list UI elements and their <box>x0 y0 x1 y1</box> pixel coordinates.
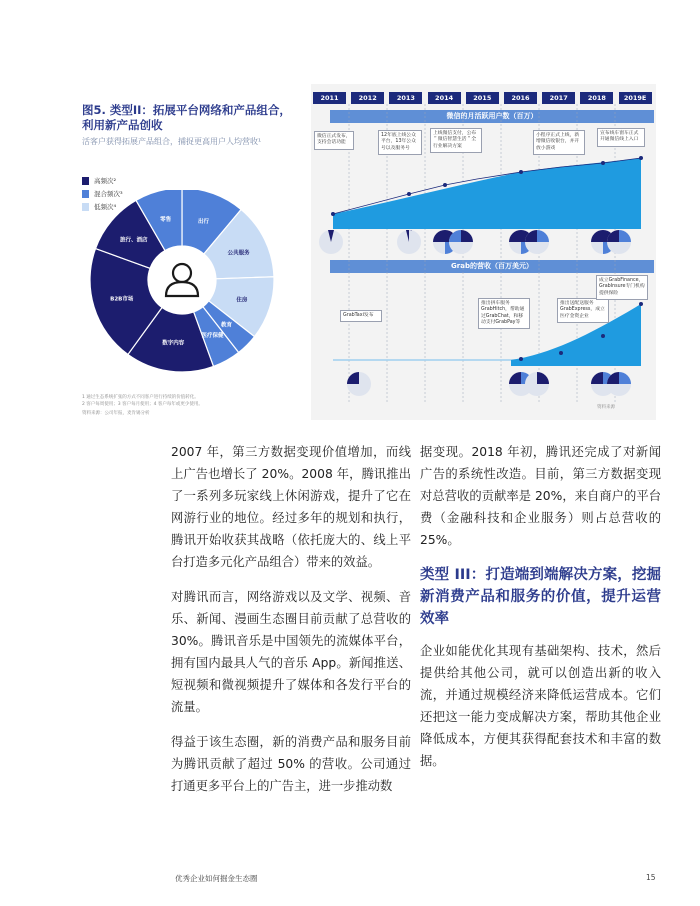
mini-pie <box>347 372 371 396</box>
page-number: 15 <box>646 873 656 882</box>
donut-segment-label: 住房 <box>236 297 248 304</box>
timeline-year-2019E: 2019E <box>619 92 652 104</box>
figure-source: 资料来源：公司年报，麦肯锡分析 <box>82 411 150 416</box>
section-heading: 类型 III：打造端到端解决方案，挖掘新消费产品和服务的价值，提升运营效率 <box>420 567 661 627</box>
donut-segment-label: 出行 <box>198 218 210 225</box>
timeline-year-2014: 2014 <box>428 92 461 104</box>
body-paragraph: 对腾讯而言，网络游戏以及文学、视频、音乐、新闻、漫画生态圈目前贡献了总营收的 30%。腾讯音乐是中国领先的流媒体平台，拥有国内最具人气的音乐 App。新闻推送、短视频和微视频提升了媒体和各发行平台的流量。 <box>171 590 411 714</box>
mini-pie <box>525 230 549 254</box>
timeline-year-2013: 2013 <box>389 92 422 104</box>
mini-pie <box>607 230 631 254</box>
donut-segment-label: 公共服务 <box>227 250 250 257</box>
timeline-annotation: 微信正式发布，支持会话功能 <box>314 131 354 150</box>
timeline-year-2017: 2017 <box>542 92 575 104</box>
donut-segment-label: 教育 <box>221 322 233 329</box>
grab-revenue-band: Grab的营收（百万美元） <box>330 260 654 273</box>
body-paragraph: 企业如能优化其现有基础架构、技术，然后提供给其他公司，就可以创造出新的收入流，并通过规模经济来降低运营成本。它们还把这一能力变成解决方案，帮助其他企业降低成本，方便其获得配套技术和丰富的数据。 <box>420 644 661 768</box>
mini-pie <box>319 230 343 254</box>
mini-pie <box>397 230 421 254</box>
timeline-year-2012: 2012 <box>351 92 384 104</box>
wechat-users-band: 微信的月活跃用户数（百万） <box>330 110 654 123</box>
timeline-annotation: 成立GrabFinance，GrabInsure专门机构提供保险 <box>596 275 648 300</box>
donut-segment-label: B2B市场 <box>110 296 134 303</box>
body-paragraph: 得益于该生态圈，新的消费产品和服务目前为腾讯贡献了超过 50% 的营收。公司通过打通更多平台上的广告主，进一步推动数 <box>171 735 411 793</box>
timeline-annotation: 推出拼车服务GrabHitch，帮助通过GrabChat，和移动支付GrabPay等 <box>478 298 530 329</box>
ecosystem-donut-chart <box>82 190 282 390</box>
body-paragraph: 2007 年，第三方数据变现价值增加，而线上广告也增长了 20%。2008 年，腾讯推出了一系列多玩家线上休闲游戏，提升了它在网游行业的地位。经过多年的规划和执行，腾讯开始收获其战略（依托庞大的、线上平台打造多元化产品组合）带来的效益。 <box>171 445 411 569</box>
donut-segment-label: 旅行、酒店 <box>119 237 148 244</box>
figure-title: 图5. 类型II：拓展平台网络和产品组合，利用新产品创收 <box>82 103 291 132</box>
legend-label: 混合频次³ <box>94 190 123 198</box>
mini-pie <box>449 230 473 254</box>
mini-pie <box>607 372 631 396</box>
timeline-year-2015: 2015 <box>466 92 499 104</box>
timeline-year-2018: 2018 <box>580 92 613 104</box>
timeline-annotation: 上线微信支付，公布＂微信智慧生活＂全行业解决方案 <box>430 128 482 153</box>
legend-item-high <box>82 176 116 185</box>
timeline-annotation: 宣布线车窗车正式开通微信线上入口 <box>597 128 645 147</box>
wechat-users-area <box>333 158 641 229</box>
donut-segment-label: 数字内容 <box>162 340 185 347</box>
donut-center <box>148 246 216 314</box>
timeline-year-2011: 2011 <box>313 92 346 104</box>
figure-footnote: 2 客户每周使用；3 客户每月使用；4 客户每年或更少使用。 <box>82 402 203 407</box>
donut-segment-label: 医疗保健 <box>201 333 224 340</box>
legend-label: 低频次⁴ <box>94 203 117 211</box>
timeline-year-2016: 2016 <box>504 92 537 104</box>
footer-title: 优秀企业如何掘金生态圈 <box>175 874 258 883</box>
body-left-column <box>171 441 411 810</box>
timeline-source: 资料来源 <box>597 405 615 410</box>
body-paragraph: 据变现。2018 年初，腾讯还完成了对新闻广告的系统性改造。目前，第三方数据变现对总营收的贡献率是 20%，来自商户的平台费（金融科技和企业服务）则占总营收的 25%。 <box>420 445 661 547</box>
figure-footnote: 1 通过生态系统扩张的方式不同客户进行持续的价值转化。 <box>82 395 199 400</box>
figure-subtitle: 活客户获得拓展产品组合，捕捉更高用户人均营收¹ <box>82 137 262 146</box>
mini-pie <box>525 372 549 396</box>
timeline-annotation: 推出送配送服务GrabExpress，成立医疗金资企业 <box>557 298 609 323</box>
timeline-annotation: 小程序正式上线，新增微信收银台，并开放小游戏 <box>533 130 585 155</box>
body-right-column <box>420 441 661 785</box>
timeline-annotation: 12年底上线公众平台，13年公众号以及服务号 <box>378 130 422 155</box>
legend-label: 高频次² <box>94 177 117 185</box>
timeline-annotation: GrabTaxi发布 <box>340 310 382 322</box>
legend-swatch <box>82 177 89 185</box>
donut-segment-label: 零售 <box>160 217 172 224</box>
